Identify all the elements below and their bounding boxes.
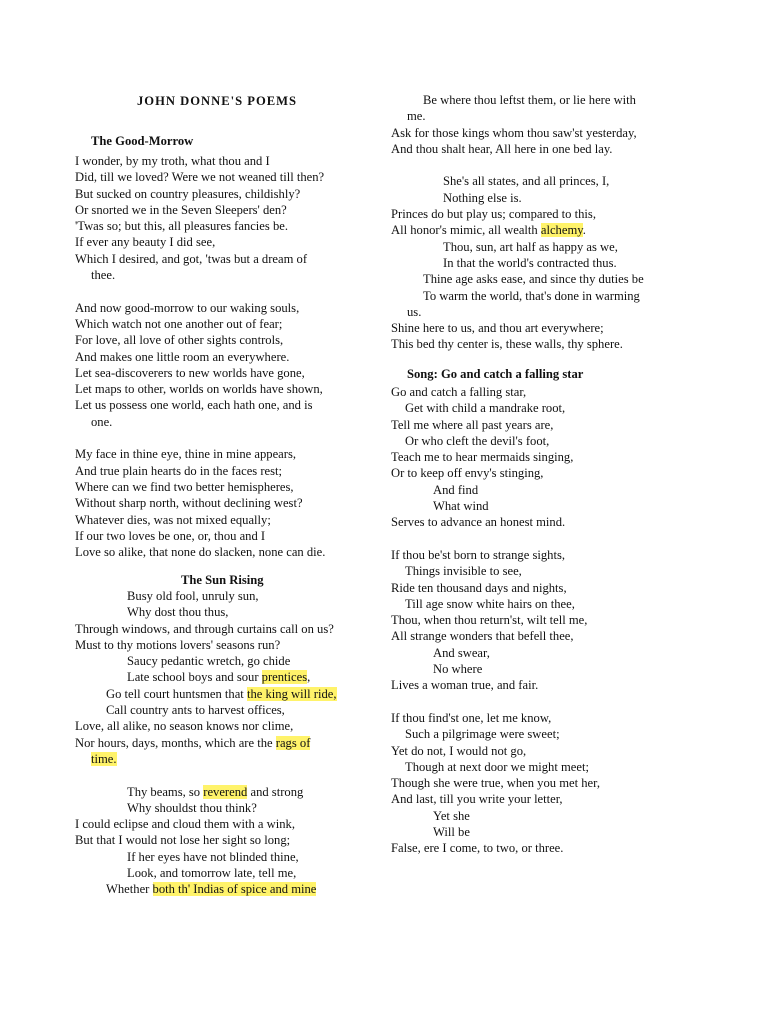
stanza-break xyxy=(391,531,600,547)
verse-line: Whatever dies, was not mixed equally; xyxy=(75,512,271,527)
verse-line: thee. xyxy=(91,268,116,283)
highlight: time. xyxy=(91,751,117,766)
verse-line: Yet she xyxy=(433,808,470,823)
verse-line: And thou shalt hear, All here in one bed lay. xyxy=(391,141,613,156)
verse-line: For love, all love of other sights controls, xyxy=(75,333,284,348)
verse-line: one. xyxy=(91,414,113,429)
verse-line: Did, till we loved? Were we not weaned till then? xyxy=(75,170,325,185)
verse-line: This bed thy center is, these walls, thy sphere. xyxy=(391,337,623,352)
verse-line: Love so alike, that none do slacken, none can die. xyxy=(75,545,326,560)
verse-text: All honor's mimic, all wealth xyxy=(391,223,541,238)
verse-text: Thy beams, so xyxy=(127,784,204,799)
verse-line: If thou find'st one, let me know, xyxy=(391,710,552,725)
verse-line: And now good-morrow to our waking souls, xyxy=(75,300,300,315)
stanza-break xyxy=(391,694,600,710)
verse-line: To warm the world, that's done in warming xyxy=(423,288,640,303)
verse-line: Without sharp north, without declining west? xyxy=(75,496,303,511)
verse-line: My face in thine eye, thine in mine appears, xyxy=(75,447,297,462)
verse-line: Princes do but play us; compared to this, xyxy=(391,207,596,222)
highlight: reverend xyxy=(203,784,248,799)
verse-text: Late school boys and sour xyxy=(127,670,262,685)
verse-line xyxy=(75,784,337,800)
stanza-break xyxy=(75,767,337,783)
verse-text: Nor hours, days, months, which are the xyxy=(75,735,276,750)
verse-line: No where xyxy=(433,662,483,677)
verse-line: Yet do not, I would not go, xyxy=(391,743,527,758)
highlight: the king will ride, xyxy=(246,686,337,701)
verse-line: Or snorted we in the Seven Sleepers' den? xyxy=(75,202,287,217)
verse-line: Serves to advance an honest mind. xyxy=(391,515,566,530)
verse-line: Which watch not one another out of fear; xyxy=(75,316,283,331)
verse-line: If our two loves be one, or, thou and I xyxy=(75,528,266,543)
verse-line xyxy=(391,222,644,238)
verse-line: Look, and tomorrow late, tell me, xyxy=(127,866,297,881)
verse-line: Call country ants to harvest offices, xyxy=(106,703,285,718)
verse-line: Let us possess one world, each hath one, and is xyxy=(75,398,313,413)
verse-line: Must to thy motions lovers' seasons run? xyxy=(75,637,281,652)
verse-line: I could eclipse and cloud them with a wink, xyxy=(75,817,295,832)
verse-line: Go and catch a falling star, xyxy=(391,385,527,399)
highlight: both th' Indias of spice and mine xyxy=(152,882,317,897)
verse-text: , xyxy=(307,670,311,685)
verse-line: Things invisible to see, xyxy=(405,564,522,579)
verse-line: I wonder, by my troth, what thou and I xyxy=(75,154,270,168)
stanza-break xyxy=(75,430,325,446)
verse-text: Go tell court huntsmen that xyxy=(106,686,247,701)
verse-line: If thou be'st born to strange sights, xyxy=(391,547,566,562)
verse-line: Though at next door we might meet; xyxy=(405,759,589,774)
highlight: alchemy xyxy=(540,223,583,238)
verse-text: Whether xyxy=(106,882,153,897)
poem-heading-song: Song: Go and catch a falling star xyxy=(407,367,584,381)
verse-line: Let maps to other, worlds on worlds have shown, xyxy=(75,382,323,397)
verse-line: Saucy pedantic wretch, go chide xyxy=(127,654,291,669)
verse-line xyxy=(75,669,337,685)
verse-line: Thou, when thou return'st, wilt tell me, xyxy=(391,613,588,628)
verse-line: Thine age asks ease, and since thy duties be xyxy=(423,272,644,287)
verse-line: And find xyxy=(433,482,479,497)
verse-line xyxy=(75,686,337,702)
poem-good-morrow xyxy=(75,153,325,560)
highlight: rags of xyxy=(275,735,311,750)
verse-text: . xyxy=(582,223,586,238)
verse-line: me. xyxy=(407,109,426,124)
stanza-break xyxy=(75,283,325,299)
verse-line xyxy=(75,751,337,767)
verse-line xyxy=(75,881,337,897)
verse-line: And last, till you write your letter, xyxy=(391,792,563,807)
page-title: JOHN DONNE'S POEMS xyxy=(137,94,298,108)
verse-line: Ask for those kings whom thou saw'st yesterday, xyxy=(391,125,637,140)
verse-line: False, ere I come, to two, or three. xyxy=(391,841,564,856)
verse-line: Tell me where all past years are, xyxy=(391,417,554,432)
verse-line: Or who cleft the devil's foot, xyxy=(405,433,550,448)
verse-line: Which I desired, and got, 'twas but a dream of xyxy=(75,251,308,266)
verse-text: and strong xyxy=(247,784,304,799)
verse-line: 'Twas so; but this, all pleasures fancies be. xyxy=(75,219,288,234)
verse-line: All strange wonders that befell thee, xyxy=(391,629,574,644)
stanza-break xyxy=(391,157,644,173)
verse-line: And true plain hearts do in the faces rest; xyxy=(75,463,283,478)
verse-line: And swear, xyxy=(433,645,490,660)
verse-line: But that I would not lose her sight so long; xyxy=(75,833,291,848)
verse-line: What wind xyxy=(433,499,489,514)
verse-line xyxy=(75,735,337,751)
verse-line: Why shouldst thou think? xyxy=(127,800,257,815)
verse-line: Though she were true, when you met her, xyxy=(391,776,600,791)
verse-line: Through windows, and through curtains call on us? xyxy=(75,621,334,636)
verse-line: In that the world's contracted thus. xyxy=(443,255,617,270)
highlight: prentices xyxy=(261,670,308,685)
poem-heading-good-morrow: The Good-Morrow xyxy=(91,134,194,148)
verse-line: She's all states, and all princes, I, xyxy=(443,174,610,189)
verse-line: us. xyxy=(407,304,422,319)
poem-sun-rising-continued xyxy=(391,92,644,353)
verse-line: Where can we find two better hemispheres, xyxy=(75,479,294,494)
verse-line: Busy old fool, unruly sun, xyxy=(127,589,259,603)
verse-line: Till age snow white hairs on thee, xyxy=(405,596,575,611)
verse-line: Lives a woman true, and fair. xyxy=(391,678,539,693)
verse-line: Be where thou leftst them, or lie here with xyxy=(423,93,636,107)
poem-song xyxy=(391,384,600,857)
verse-line: But sucked on country pleasures, childishly? xyxy=(75,186,301,201)
poem-sun-rising xyxy=(75,588,337,898)
verse-line: Will be xyxy=(433,825,470,840)
verse-line: If ever any beauty I did see, xyxy=(75,235,216,250)
verse-line: Let sea-discoverers to new worlds have gone, xyxy=(75,365,305,380)
verse-line: Why dost thou thus, xyxy=(127,605,229,620)
verse-line: And makes one little room an everywhere. xyxy=(75,349,290,364)
verse-line: Thou, sun, art half as happy as we, xyxy=(443,239,618,254)
verse-line: Such a pilgrimage were sweet; xyxy=(405,727,560,742)
verse-line: Teach me to hear mermaids singing, xyxy=(391,450,574,465)
verse-line: Ride ten thousand days and nights, xyxy=(391,580,567,595)
verse-line: Get with child a mandrake root, xyxy=(405,401,566,416)
poem-heading-sun-rising: The Sun Rising xyxy=(181,573,264,587)
verse-line: Or to keep off envy's stinging, xyxy=(391,466,544,481)
verse-line: Shine here to us, and thou art everywhere; xyxy=(391,321,604,336)
verse-line: Love, all alike, no season knows nor clime, xyxy=(75,719,294,734)
verse-line: If her eyes have not blinded thine, xyxy=(127,849,299,864)
verse-line: Nothing else is. xyxy=(443,190,522,205)
